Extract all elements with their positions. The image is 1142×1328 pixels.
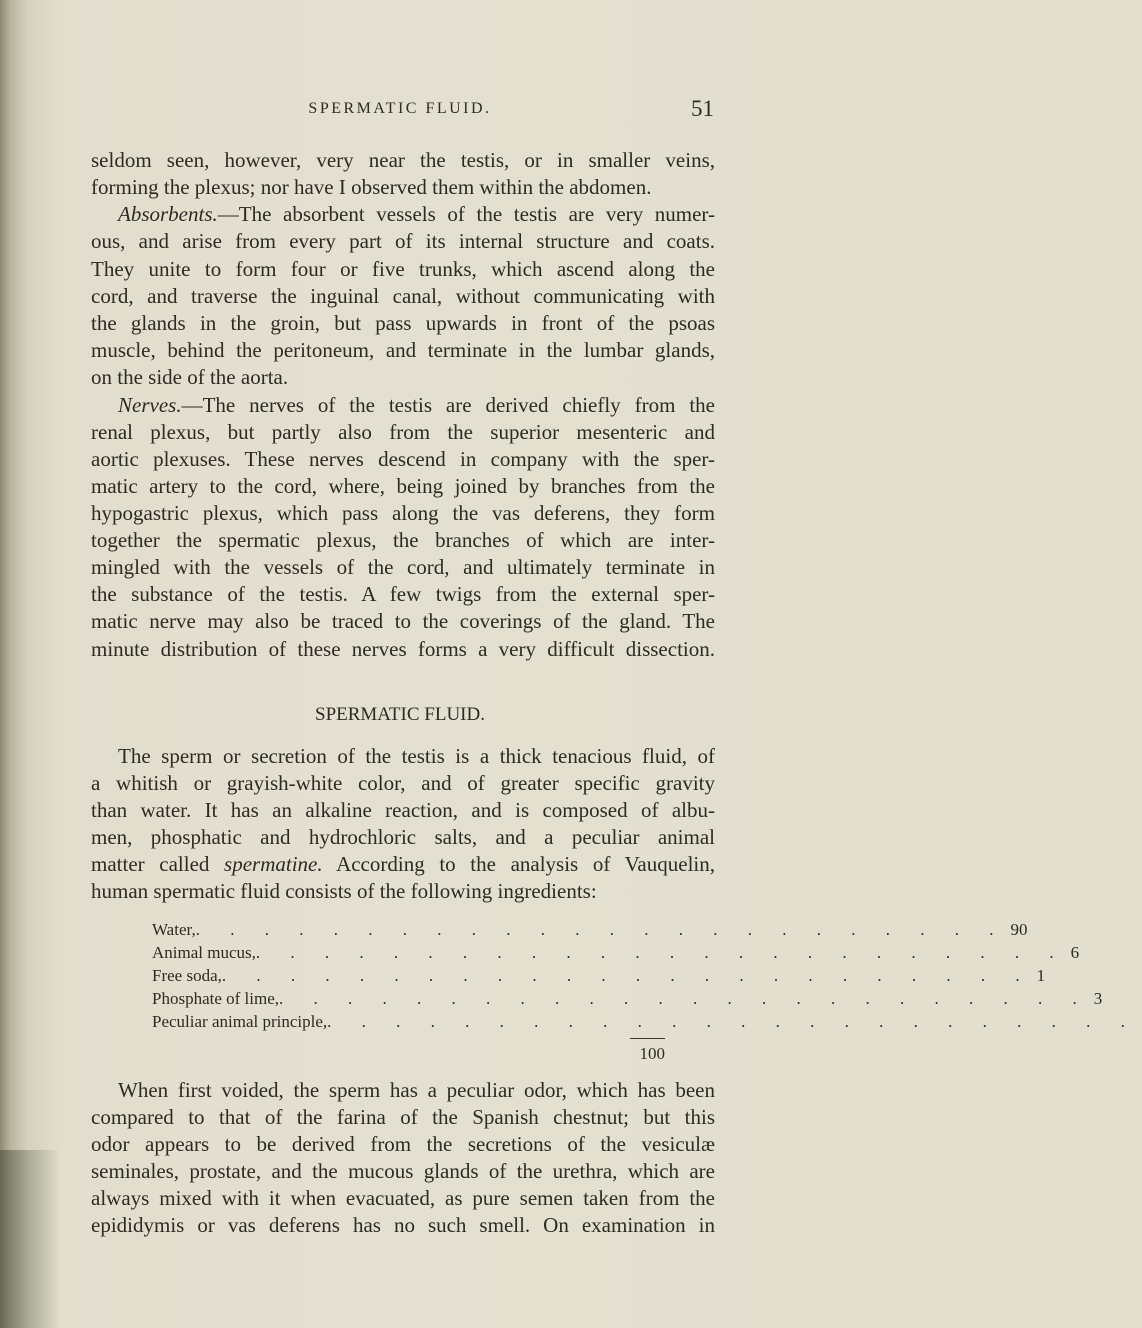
table-row xyxy=(152,942,1080,964)
text-line: The sperm or secretion of the testis is a thick tenacious fluid, of xyxy=(118,744,715,768)
text-line: aortic plexuses. These nerves descend in company with the sper- xyxy=(91,447,715,471)
text-line: always mixed with it when evacuated, as pure semen taken from the xyxy=(91,1186,715,1210)
text-line: minute distribution of these nerves forms a very difficult dissection. xyxy=(91,637,715,661)
text-line: matic artery to the cord, where, being joined by branches from the xyxy=(91,474,715,498)
text-line: ous, and arise from every part of its internal structure and coats. xyxy=(91,229,715,253)
ingredient-value: 6 xyxy=(1070,943,1080,962)
text-span: According to the analysis of Vauquelin, xyxy=(322,852,715,876)
text-span: —The absorbent vessels of the testis are very numer- xyxy=(217,202,715,226)
leader-dots: . . . . . . . . . . . . . . . . . . . . . . . . xyxy=(195,920,1007,939)
page-edge-shadow xyxy=(0,1150,60,1328)
ingredient-label: Phosphate of lime, xyxy=(152,989,280,1008)
text-span: —The nerves of the testis are derived chiefly from the xyxy=(181,393,715,417)
table-row xyxy=(152,1011,1138,1033)
leader-dots: . . . . . . . . . . . . . . . . . . . . . . . . xyxy=(255,943,1067,962)
text-line xyxy=(118,201,715,228)
text-line: a whitish or grayish-white color, and of greater specific gravity xyxy=(91,771,715,795)
total-value: 100 xyxy=(639,1044,665,1063)
text-line: together the spermatic plexus, the branches of which are inter- xyxy=(91,528,715,552)
section-heading: SPERMATIC FLUID. xyxy=(315,704,485,725)
text-span: matter called xyxy=(91,852,225,876)
ingredient-value: 90 xyxy=(1010,920,1028,939)
italic-term: spermatine. xyxy=(224,852,323,876)
leader-dots: . . . . . . . . . . . . . . . . . . . . . . . . xyxy=(279,989,1090,1008)
text-line: seldom seen, however, very near the testis, or in smaller veins, xyxy=(91,148,715,172)
table-row xyxy=(152,919,1028,941)
text-line xyxy=(118,392,715,419)
text-line: epididymis or vas deferens has no such smell. On examination in xyxy=(91,1213,715,1237)
text-line: cord, and traverse the inguinal canal, without communicating with xyxy=(91,284,715,308)
text-line: forming the plexus; nor have I observed them within the abdomen. xyxy=(91,175,652,199)
ingredient-value: 1 xyxy=(1036,966,1046,985)
text-line: the glands in the groin, but pass upwards in front of the psoas xyxy=(91,311,715,335)
subsection-label: Absorbents. xyxy=(118,202,218,226)
text-line: matic nerve may also be traced to the coverings of the gland. The xyxy=(91,609,715,633)
subsection-label: Nerves. xyxy=(118,393,182,417)
running-head xyxy=(0,96,800,122)
ingredient-label: Peculiar animal principle, xyxy=(152,1012,328,1031)
ingredient-label: Animal mucus, xyxy=(152,943,256,962)
text-line: renal plexus, but partly also from the superior mesenteric and xyxy=(91,420,715,444)
ingredient-label: Water, xyxy=(152,920,196,939)
ingredient-value: 3 xyxy=(1093,989,1103,1008)
text-line xyxy=(91,851,715,878)
table-row xyxy=(152,988,1103,1010)
text-line: than water. It has an alkaline reaction, and is composed of albu- xyxy=(91,798,715,822)
text-line: seminales, prostate, and the mucous glands of the urethra, which are xyxy=(91,1159,715,1183)
text-line: muscle, behind the peritoneum, and terminate in the lumbar glands, xyxy=(91,338,715,362)
text-line: the substance of the testis. A few twigs from the external sper- xyxy=(91,582,715,606)
ingredient-label: Free soda, xyxy=(152,966,222,985)
text-line: When first voided, the sperm has a peculiar odor, which has been xyxy=(118,1078,715,1102)
leader-dots: . . . . . . . . . . . . . . . . . . . . . . . . xyxy=(327,1012,1138,1031)
sum-rule xyxy=(630,1038,665,1039)
table-row xyxy=(152,965,1046,987)
leader-dots: . . . . . . . . . . . . . . . . . . . . . . . . xyxy=(221,966,1033,985)
page-number: 51 xyxy=(691,96,714,121)
text-line: mingled with the vessels of the cord, and ultimately terminate in xyxy=(91,555,715,579)
text-line: compared to that of the farina of the Spanish chestnut; but this xyxy=(91,1105,715,1129)
text-line: hypogastric plexus, which pass along the vas deferens, they form xyxy=(91,501,715,525)
text-line: men, phosphatic and hydrochloric salts, and a peculiar animal xyxy=(91,825,715,849)
text-line: They unite to form four or five trunks, which ascend along the xyxy=(91,257,715,281)
text-line: human spermatic fluid consists of the following ingredients: xyxy=(91,879,597,903)
running-title: SPERMATIC FLUID. xyxy=(308,100,492,117)
text-line: on the side of the aorta. xyxy=(91,365,289,389)
text-line: odor appears to be derived from the secretions of the vesiculæ xyxy=(91,1132,715,1156)
